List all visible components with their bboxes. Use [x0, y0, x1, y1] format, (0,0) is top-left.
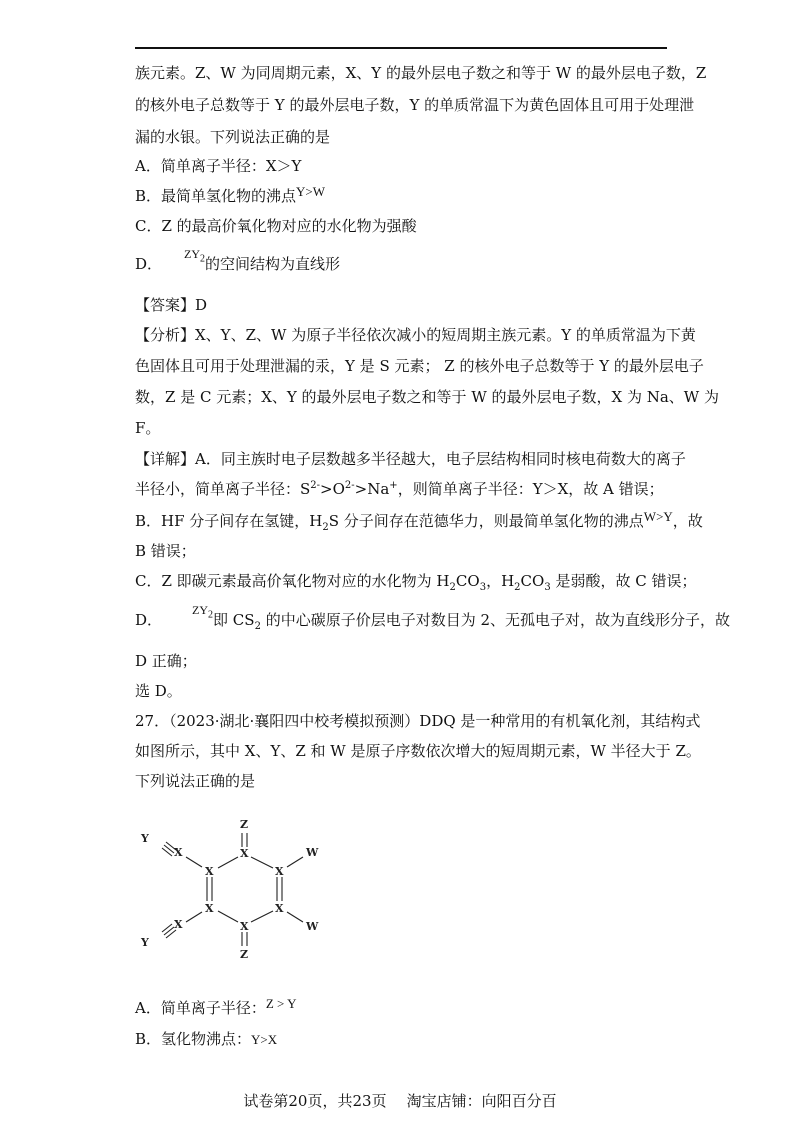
detail-value: W>Y: [643, 509, 673, 524]
answer: 【答案】D: [135, 296, 208, 314]
detail-text: 的中心碳原子价层电子对数目为 2、无孤电子对，故为直线形分子，故: [260, 611, 731, 629]
question-27: 如图所示，其中 X、Y、Z 和 W 是原子序数依次增大的短周期元素，W 半径大于 Z。: [135, 742, 701, 760]
charge: +: [389, 480, 398, 491]
charge: 2-: [344, 480, 355, 491]
detail-text: 是弱酸，故 C 错误；: [550, 572, 697, 590]
analysis-line: 色固体且可用于处理泄漏的汞，Y 是 S 元素； Z 的核外电子总数等于 Y 的最外层电子: [135, 357, 704, 375]
detail-text: D．: [135, 611, 163, 629]
formula-sub: 2: [200, 253, 206, 265]
text-line: 族元素。Z、W 为同周期元素，X、Y 的最外层电子数之和等于 W 的最外层电子数，Z: [135, 64, 707, 82]
question-27: 27．（2023·湖北·襄阳四中校考模拟预测）DDQ 是一种常用的有机氧化剂，其结构式: [135, 712, 701, 730]
question-27: 下列说法正确的是: [135, 772, 256, 790]
q27-option-b: [135, 1029, 277, 1050]
analysis-line: F。: [135, 419, 161, 437]
detail-line: D 正确；: [135, 652, 197, 670]
detail-text: CO: [455, 572, 480, 590]
atom-x-bottom: X: [240, 920, 249, 933]
option-c: C．Z 的最高价氧化物对应的水化物为强酸: [135, 217, 417, 235]
detail-line: [135, 571, 696, 591]
option-d-label: D．: [135, 255, 163, 273]
option-d: [135, 247, 341, 275]
detail-text: ，H: [486, 572, 515, 590]
atom-x-cyano-down: X: [174, 918, 183, 931]
page-number: 试卷第20页，共23页: [243, 1092, 387, 1110]
charge: 2-: [310, 480, 321, 491]
atom-x-ul: X: [205, 865, 214, 878]
detail-text: S 分子间存在范德华力，则最简单氢化物的沸点: [328, 512, 644, 530]
top-rule: [135, 47, 667, 49]
detail-text: 即 CS: [213, 611, 255, 629]
detail-text: CO: [520, 572, 545, 590]
option-b: [135, 186, 325, 207]
detail-line: [135, 603, 731, 632]
atom-y-up: Y: [141, 832, 149, 845]
analysis-line: 【分析】X、Y、Z、W 为原子半径依次减小的短周期主族元素。Y 的单质常温为下黄: [135, 326, 696, 344]
subscript: 2: [322, 522, 329, 533]
shop-name: 淘宝店铺：向阳百分百: [406, 1092, 557, 1110]
analysis-line: 数，Z 是 C 元素；X、Y 的最外层电子数之和等于 W 的最外层电子数，X 为 Na、W 为: [135, 388, 719, 406]
option-text: B．氢化物沸点：: [135, 1030, 252, 1048]
text-line: 的核外电子总数等于 Y 的最外层电子数，Y 的单质常温下为黄色固体且可用于处理泄: [135, 96, 695, 114]
option-b-value: Y>W: [296, 184, 326, 199]
option-text: A．简单离子半径：: [135, 999, 266, 1017]
formula-zy: ZY: [184, 247, 201, 261]
detail-text: 半径小，简单离子半径：S: [135, 480, 311, 498]
detail-text: B．HF 分子间存在氢键，H: [135, 512, 323, 530]
page-footer: [0, 1090, 800, 1111]
subscript: 3: [544, 582, 551, 593]
atom-x-ll: X: [205, 902, 214, 915]
detail-text: C．Z 即碳元素最高价氧化物对应的水化物为 H: [135, 572, 450, 590]
detail-text: ，故: [672, 512, 703, 530]
formula-zy: ZY: [192, 603, 209, 617]
formula-sub: 2: [208, 609, 214, 621]
detail-line: [135, 511, 703, 532]
atom-x-top: X: [240, 847, 249, 860]
detail-text: >O: [320, 480, 345, 498]
detail-line: [135, 479, 664, 499]
option-value: Z > Y: [265, 996, 297, 1011]
text-line: 漏的水银。下列说法正确的是: [135, 128, 331, 146]
atom-x-cyano-up: X: [174, 846, 183, 859]
detail-text: ，则简单离子半径：Y＞X，故 A 错误；: [397, 480, 664, 498]
option-a: A．简单离子半径：X＞Y: [135, 157, 302, 175]
atom-w-down: W: [306, 920, 319, 933]
option-b-text: B．最简单氢化物的沸点: [135, 187, 297, 205]
formula-zy2: [192, 603, 214, 621]
ddq-structure-diagram: [130, 800, 350, 980]
atom-w-up: W: [306, 846, 319, 859]
q27-option-a: [135, 998, 297, 1019]
subscript: 2: [254, 621, 261, 632]
option-value: Y>X: [251, 1032, 278, 1047]
atom-x-ur: X: [275, 865, 284, 878]
formula-zy2: [184, 247, 206, 265]
option-d-text: 的空间结构为直线形: [205, 255, 341, 273]
subscript: 2: [514, 582, 521, 593]
atom-z-top: Z: [240, 818, 249, 831]
subscript: 3: [479, 582, 487, 593]
detail-text: >Na: [354, 480, 390, 498]
detail-line: 【详解】A．同主族时电子层数越多半径越大，电子层结构相同时核电荷数大的离子: [135, 450, 686, 468]
atom-x-lr: X: [275, 902, 284, 915]
atom-y-down: Y: [141, 936, 149, 949]
atom-z-bottom: Z: [240, 948, 249, 961]
detail-line: B 错误；: [135, 542, 196, 560]
detail-line: 选 D。: [135, 682, 182, 700]
subscript: 2: [449, 582, 456, 593]
